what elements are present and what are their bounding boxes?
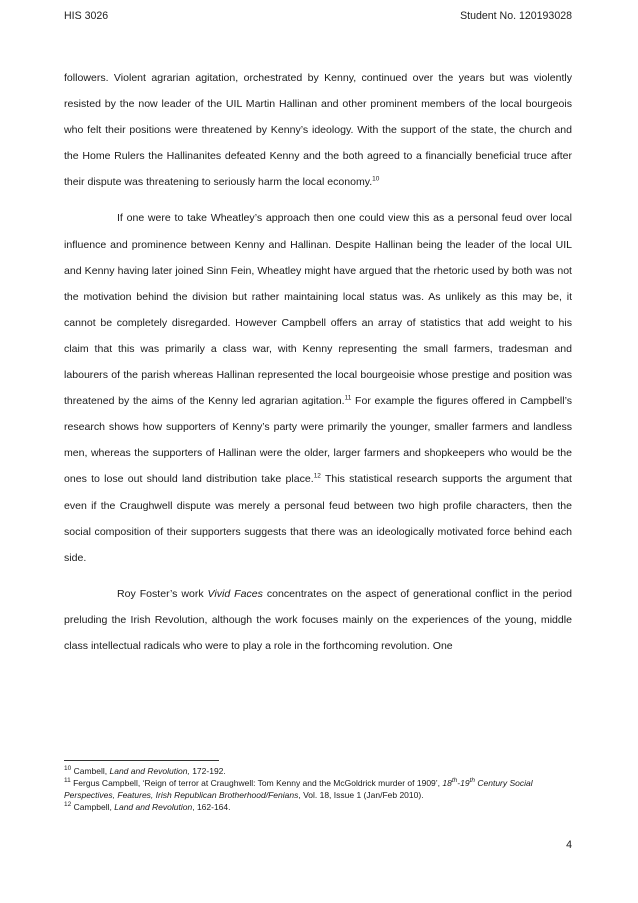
- page-number: 4: [566, 839, 572, 851]
- italic-superscript: th: [451, 777, 458, 785]
- paragraph: [64, 65, 572, 195]
- text-run: Cambell,: [71, 766, 110, 776]
- paragraph: [64, 205, 572, 570]
- footnote-ref: 12: [313, 472, 321, 480]
- footnotes: [64, 765, 572, 813]
- footnote-separator: [64, 760, 219, 761]
- text-run: If one were to take Wheatley’s approach then one could view this as a personal feud over local influence and prominence between Kenny and Hallinan. Despite Hallinan being the leader of the local UIL and Kenny having later joined Sinn Fein, Wheatley might have argued that the rhetoric used by both was not the motivation behind the division but rather maintaining local status was. As unlikely as this may be, it cannot be completely disregarded. However Campbell offers an array of statistics that add weight to his claim that this was primarily a class war, with Kenny representing the small farmers, tradesman and labourers of the parish whereas Hallinan represented the local bourgeoisie whose prestige and position was threatened by the aims of the Kenny led agrarian agitation.: [64, 212, 572, 408]
- text-run: , 162-164.: [192, 802, 231, 812]
- footnote-ref: 11: [344, 394, 352, 402]
- italic-run: Land and Revolution,: [109, 766, 190, 776]
- text-run: For example the figures offered in Campbell’s research shows how supporters of Kenny’s party were primarily the younger, smaller farmers and landless men, whereas the supporters of Hallinan were the older, larger farmers and shopkeepers who would be the ones to lose out should land distribution take place.: [64, 395, 572, 486]
- text-run: Roy Foster’s work: [117, 587, 208, 600]
- header-course-code: HIS 3026: [64, 10, 109, 22]
- paragraph: [64, 581, 572, 659]
- text-run: 172-192.: [189, 766, 226, 776]
- italic-run: 18: [442, 778, 452, 788]
- header-student-number: Student No. 120193028: [460, 10, 572, 22]
- footnote: [64, 765, 572, 777]
- footnote-number: 10: [64, 765, 72, 773]
- italic-superscript: th: [469, 777, 476, 785]
- footnote-ref: 10: [372, 175, 380, 183]
- footnote-number: 12: [64, 801, 72, 809]
- text-run: concentrates on the aspect of generational conflict in the period preluding the Irish Revolution, although the work focuses mainly on the experiences of the young, middle class intellectual radicals who were to play a role in the forthcoming revolution. One: [64, 587, 572, 652]
- italic-run: Land and Revolution: [114, 802, 193, 812]
- italic-run: -19: [457, 778, 470, 788]
- text-run: , Vol. 18, Issue 1 (Jan/Feb 2010).: [298, 790, 424, 800]
- text-run: This statistical research supports the argument that even if the Craughwell dispute was merely a personal feud between two high profile characters, then the social composition of their supporters suggests that there was an ideologically motivated force behind each side.: [64, 473, 572, 564]
- text-run: Fergus Campbell, ‘Reign of terror at Craughwell: Tom Kenny and the McGoldrick murder of 1909’,: [70, 778, 443, 788]
- footnote-number: 11: [64, 777, 71, 785]
- text-run: Campbell,: [71, 802, 115, 812]
- footnote: [64, 777, 572, 801]
- italic-run: Vivid Faces: [207, 587, 263, 600]
- body-text: [64, 65, 572, 659]
- footnote: [64, 801, 572, 813]
- text-run: followers. Violent agrarian agitation, orchestrated by Kenny, continued over the years but was violently resisted by the now leader of the UIL Martin Hallinan and other prominent members of the local bourgeois who felt their positions were threatened by Kenny’s ideology. With the support of the state, the church and the Home Rulers the Hallinanites defeated Kenny and the both agreed to a financially beneficial truce after their dispute was threatening to seriously harm the local economy.: [64, 72, 572, 189]
- italic-run: Century Social Perspectives, Features, Irish Republican Brotherhood/Fenians: [64, 778, 533, 800]
